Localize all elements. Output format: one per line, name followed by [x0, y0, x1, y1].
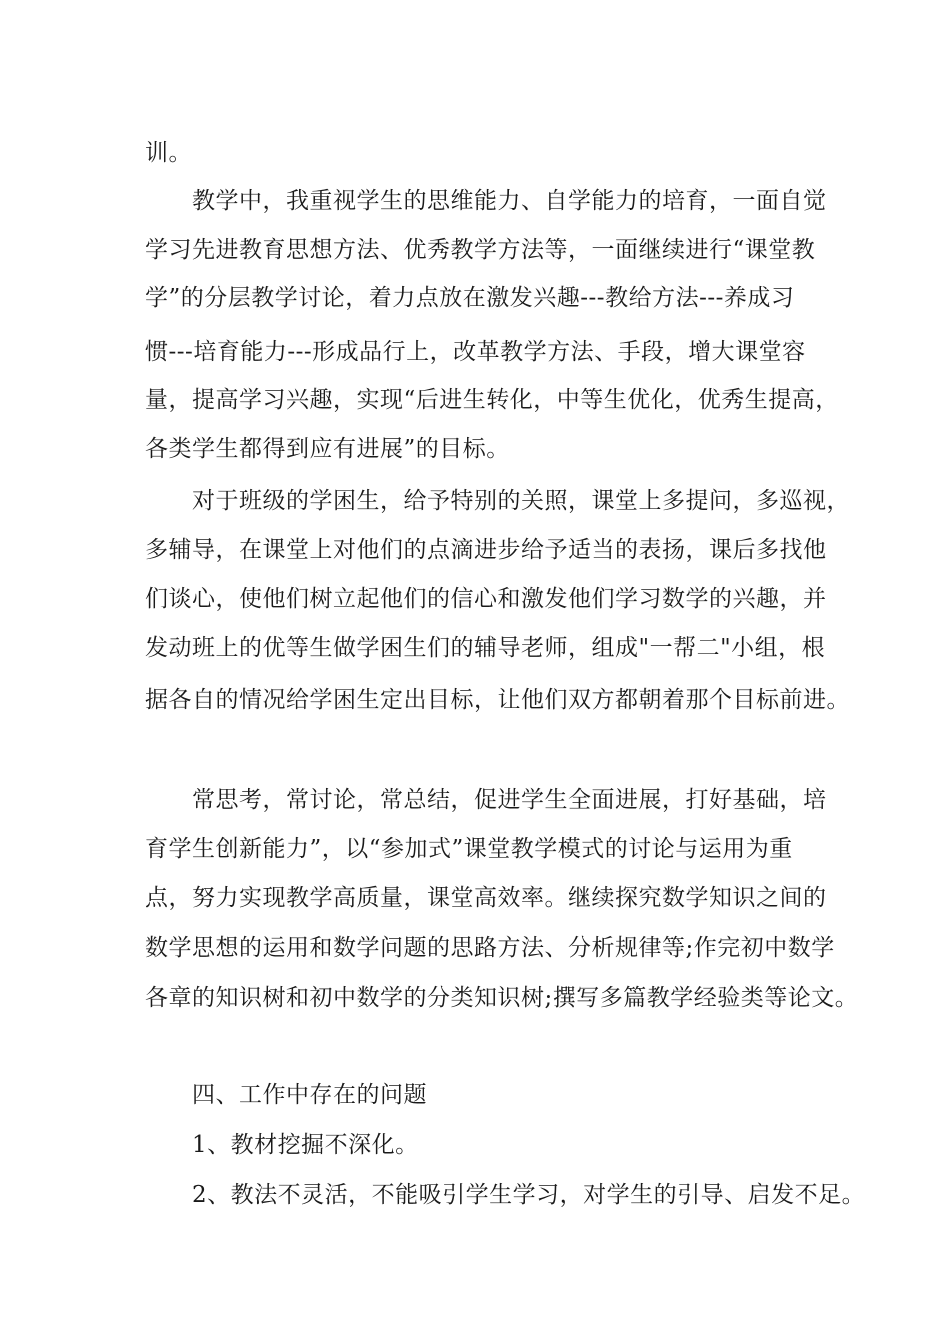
paragraph-first-line: 常思考，常讨论，常总结，促进学生全面进展，打好基础，培 — [192, 787, 827, 813]
text-line: 点，努力实现教学高质量，课堂高效率。继续探究数学知识之间的 — [145, 885, 827, 911]
text-line: 学”的分层教学讨论，着力点放在激发兴趣---教给方法---养成习 — [145, 285, 795, 311]
text-line: 各章的知识树和初中数学的分类知识树;撰写多篇教学经验类等论文。 — [145, 985, 859, 1011]
text-line: 育学生创新能力”，以“参加式”课堂教学模式的讨论与运用为重 — [145, 836, 793, 862]
text-line: 数学思想的运用和数学问题的思路方法、分析规律等;作完初中数学 — [145, 935, 835, 961]
paragraph-first-line: 对于班级的学困生，给予特别的关照，课堂上多提问，多巡视， — [192, 488, 850, 514]
text-line: 训。 — [145, 140, 192, 166]
list-item: 1、教材挖掘不深化。 — [192, 1132, 419, 1158]
text-line: 们谈心，使他们树立起他们的信心和激发他们学习数学的兴趣，并 — [145, 586, 827, 612]
text-line: 多辅导，在课堂上对他们的点滴进步给予适当的表扬，课后多找他 — [145, 537, 827, 563]
text-line: 据各自的情况给学困生定出目标，让他们双方都朝着那个目标前进。 — [145, 687, 850, 713]
text-line: 各类学生都得到应有进展”的目标。 — [145, 436, 510, 462]
text-line: 惯---培育能力---形成品行上，改革教学方法、手段，增大课堂容 — [145, 339, 806, 365]
text-line: 学习先进教育思想方法、优秀教学方法等，一面继续进行“课堂教 — [145, 237, 816, 263]
list-item: 2、教法不灵活，不能吸引学生学习，对学生的引导、启发不足。 — [192, 1182, 866, 1208]
section-heading: 四、工作中存在的问题 — [192, 1082, 427, 1108]
text-line: 量，提高学习兴趣，实现“后进生转化，中等生优化，优秀生提高， — [145, 387, 839, 413]
paragraph-first-line: 教学中，我重视学生的思维能力、自学能力的培育，一面自觉 — [192, 188, 827, 214]
text-line: 发动班上的优等生做学困生们的辅导老师，组成"一帮二"小组，根 — [145, 635, 826, 661]
